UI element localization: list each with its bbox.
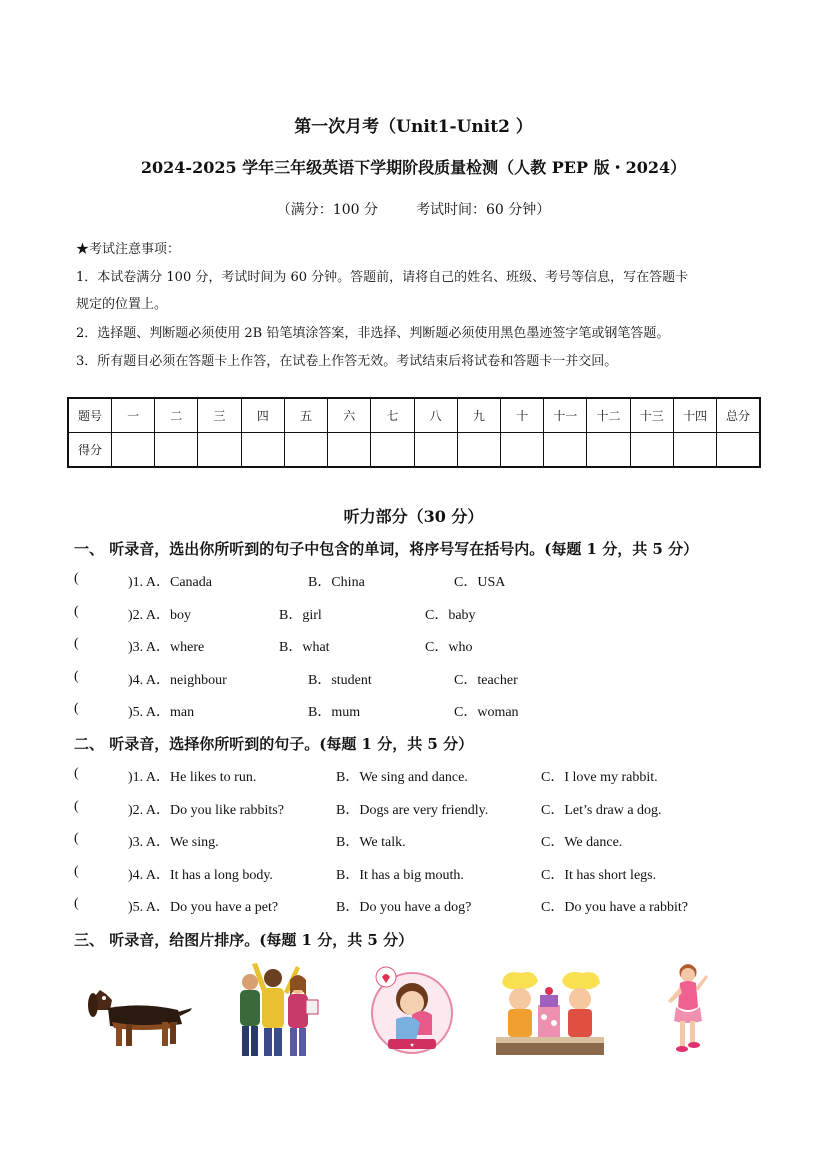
option-b: B．girl (279, 608, 322, 623)
score-cell[interactable] (630, 433, 673, 468)
option-a: )2. A．boy (128, 608, 191, 623)
score-cell[interactable] (198, 433, 241, 468)
score-cell[interactable] (414, 433, 457, 468)
score-col: 七 (371, 398, 414, 433)
question-row (74, 701, 774, 723)
score-col: 九 (457, 398, 500, 433)
exam-subtitle: 2024-2025 学年三年级英语下学期阶段质量检测（人教 PEP 版・2024） (140, 158, 687, 177)
score-cell[interactable] (241, 433, 284, 468)
note-1-line-1: 1．本试卷满分 100 分，考试时间为 60 分钟。答题前，请将自己的姓名、班级、考号等信息，写在答题卡 (76, 270, 689, 285)
question-row (74, 636, 774, 658)
answer-paren[interactable]: ( (74, 799, 79, 814)
option-a: )4. A．neighbour (128, 673, 227, 688)
score-cell[interactable] (587, 433, 630, 468)
option-b: B．China (308, 575, 365, 590)
mother-and-child-picture (370, 963, 454, 1055)
note-3: 3．所有题目必须在答题卡上作答，在试卷上作答无效。考试结束后将试卷和答题卡一并交回。 (76, 354, 618, 369)
option-a: )3. A．where (128, 640, 205, 655)
score-col: 五 (284, 398, 327, 433)
question-row (74, 896, 774, 918)
note-2: 2．选择题、判断题必须使用 2B 铅笔填涂答案，非选择、判断题必须使用黑色墨迹签字笔或钢笔答题。 (76, 326, 670, 341)
option-a: )3. A．We sing. (128, 835, 219, 850)
dancing-girl-picture (662, 961, 712, 1053)
question-row (74, 831, 774, 853)
question-3-heading: 三、 听录音，给图片排序。(每题 1 分，共 5 分） (74, 931, 414, 949)
option-b: B．mum (308, 705, 361, 720)
question-row (74, 799, 774, 821)
svg-text:♥: ♥ (410, 1043, 414, 1049)
option-b: B．We talk. (336, 835, 406, 850)
answer-paren[interactable]: ( (74, 864, 79, 879)
listening-section-title: 听力部分（30 分） (343, 507, 484, 526)
question-row (74, 669, 774, 691)
score-cell[interactable] (284, 433, 327, 468)
score-col: 总分 (717, 398, 760, 433)
option-a: )5. A．Do you have a pet? (128, 900, 279, 915)
option-c: C．I love my rabbit. (541, 770, 658, 785)
answer-paren[interactable]: ( (74, 701, 79, 716)
option-c: C．who (425, 640, 473, 655)
question-row (74, 571, 774, 593)
score-cell[interactable] (673, 433, 716, 468)
score-table-header-row (68, 398, 760, 433)
score-table-score-row (68, 433, 760, 468)
option-a: )1. A．Canada (128, 575, 212, 590)
note-1-line-2: 规定的位置上。 (76, 297, 168, 312)
notes-heading: ★考试注意事项： (76, 242, 181, 257)
answer-paren[interactable]: ( (74, 766, 79, 781)
score-table (67, 397, 761, 468)
option-c: C．Do you have a rabbit? (541, 900, 688, 915)
answer-paren[interactable]: ( (74, 604, 79, 619)
option-b: B．It has a big mouth. (336, 868, 464, 883)
option-c: C．baby (425, 608, 476, 623)
option-b: B．Do you have a dog? (336, 900, 472, 915)
option-b: B．student (308, 673, 372, 688)
score-col: 二 (155, 398, 198, 433)
option-a: )5. A．man (128, 705, 195, 720)
question-1-heading: 一、 听录音，选出你所听到的句子中包含的单词，将序号写在括号内。(每题 1 分，共 5 分） (74, 540, 699, 558)
score-cell[interactable] (717, 433, 760, 468)
score-col: 八 (414, 398, 457, 433)
children-baking-picture (494, 967, 606, 1059)
score-cell[interactable] (371, 433, 414, 468)
score-col: 六 (328, 398, 371, 433)
score-col: 三 (198, 398, 241, 433)
score-cell[interactable] (112, 433, 155, 468)
option-c: C．We dance. (541, 835, 623, 850)
question-row (74, 604, 774, 626)
option-a: )1. A．He likes to run. (128, 770, 257, 785)
option-b: B．We sing and dance. (336, 770, 468, 785)
question-row (74, 766, 774, 788)
score-col: 四 (241, 398, 284, 433)
option-a: )4. A．It has a long body. (128, 868, 273, 883)
score-cell[interactable] (500, 433, 543, 468)
question-2-heading: 二、 听录音，选择你所听到的句子。(每题 1 分，共 5 分） (74, 735, 474, 753)
score-col: 十三 (630, 398, 673, 433)
score-cell[interactable] (544, 433, 587, 468)
score-col: 十四 (673, 398, 716, 433)
option-c: C．teacher (454, 673, 518, 688)
dachshund-dog-picture (82, 980, 194, 1055)
picture-row (0, 955, 827, 1065)
group-of-friends-picture (232, 960, 322, 1060)
score-table-label: 题号 (68, 398, 112, 433)
question-row (74, 864, 774, 886)
option-c: C．It has short legs. (541, 868, 657, 883)
exam-time: 考试时间：60 分钟） (415, 202, 551, 218)
score-col: 一 (112, 398, 155, 433)
full-score: （满分：100 分 (276, 202, 378, 218)
score-row-label: 得分 (68, 433, 112, 468)
exam-title: 第一次月考（Unit1-Unit2 ） (294, 117, 533, 137)
answer-paren[interactable]: ( (74, 571, 79, 586)
score-cell[interactable] (457, 433, 500, 468)
answer-paren[interactable]: ( (74, 896, 79, 911)
score-col: 十一 (544, 398, 587, 433)
score-cell[interactable] (155, 433, 198, 468)
option-b: B．Dogs are very friendly. (336, 803, 489, 818)
answer-paren[interactable]: ( (74, 636, 79, 651)
score-col: 十 (500, 398, 543, 433)
answer-paren[interactable]: ( (74, 831, 79, 846)
exam-info (0, 199, 827, 219)
score-cell[interactable] (328, 433, 371, 468)
option-c: C．Let’s draw a dog. (541, 803, 662, 818)
option-b: B．what (279, 640, 330, 655)
answer-paren[interactable]: ( (74, 669, 79, 684)
option-c: C．woman (454, 705, 519, 720)
option-c: C．USA (454, 575, 506, 590)
option-a: )2. A．Do you like rabbits? (128, 803, 284, 818)
score-col: 十二 (587, 398, 630, 433)
